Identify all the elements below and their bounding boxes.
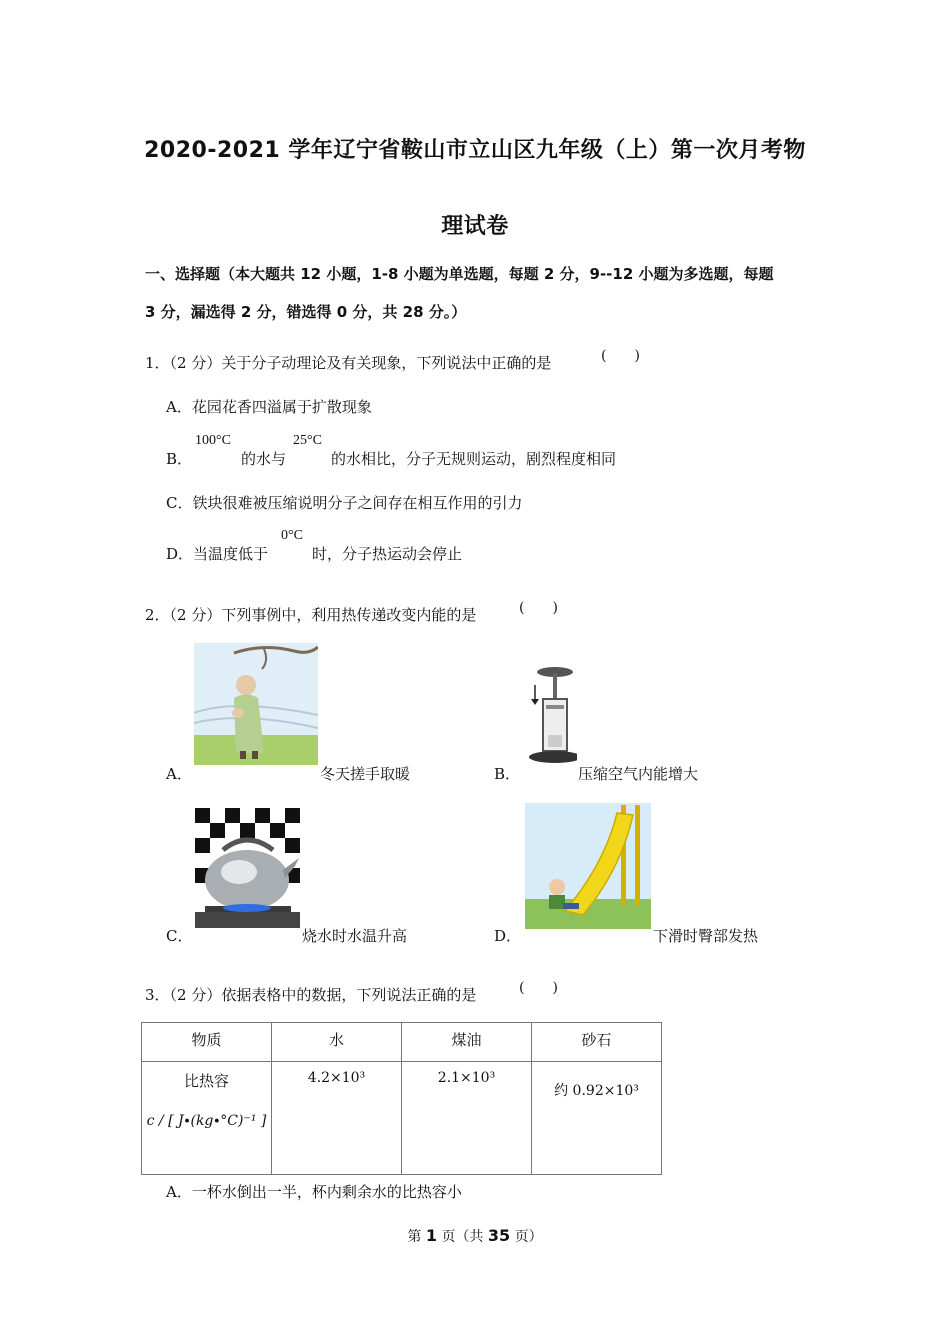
table-header-cell: 水 — [272, 1023, 402, 1062]
kettle-image — [195, 808, 300, 928]
q1-option-b-temp2: 25°C — [293, 433, 322, 448]
doc-title-line1: 2020-2021 学年辽宁省鞍山市立山区九年级（上）第一次月考物 — [144, 138, 806, 163]
table-header-cell: 物质 — [142, 1023, 272, 1062]
doc-title-line2: 理试卷 — [441, 214, 509, 239]
page-footer — [0, 1226, 950, 1246]
q3-option-a: A．一杯水倒出一半，杯内剩余水的比热容小 — [166, 1183, 462, 1201]
q2-answer-paren: ( ) — [519, 600, 558, 616]
section-heading-line1: 一、选择题（本大题共 12 小题，1-8 小题为单选题，每题 2 分，9--12 小题为多选题，每题 — [145, 265, 774, 283]
q1-option-d-label: D．当温度低于 — [166, 545, 269, 563]
table-cell — [532, 1062, 662, 1175]
table-cell — [402, 1062, 532, 1175]
table-row — [142, 1062, 662, 1175]
row-label-cell — [142, 1062, 272, 1175]
q2-option-d-text: 下滑时臀部发热 — [653, 927, 759, 945]
q2-option-b-label: B． — [494, 765, 521, 783]
q1-stem: 1．（2 分）关于分子动理论及有关现象，下列说法中正确的是 — [145, 354, 552, 372]
q1-option-c: C．铁块很难被压缩说明分子之间存在相互作用的引力 — [166, 494, 523, 512]
footer-page-number: 1 — [425, 1226, 437, 1245]
footer-post: 页） — [514, 1229, 543, 1245]
table-header-cell: 砂石 — [532, 1023, 662, 1062]
q3-stem: 3．（2 分）依据表格中的数据，下列说法正确的是 — [145, 986, 477, 1004]
specific-heat-table — [141, 1022, 662, 1175]
q1-option-d-temp: 0°C — [281, 528, 303, 543]
q2-option-d-label: D． — [494, 927, 522, 945]
q2-option-a-text: 冬天搓手取暖 — [320, 765, 411, 783]
row-unit: c / [ J∙(kg∙°C)⁻¹ ] — [146, 1113, 267, 1129]
footer-total-pages: 35 — [487, 1226, 511, 1245]
q1-option-a: A．花园花香四溢属于扩散现象 — [166, 398, 372, 416]
q1-answer-paren: ( ) — [601, 348, 640, 364]
row-label: 比热容 — [183, 1072, 229, 1090]
q3-answer-paren: ( ) — [519, 980, 558, 996]
table-cell — [272, 1062, 402, 1175]
q2-stem: 2．（2 分）下列事例中，利用热传递改变内能的是 — [145, 606, 477, 624]
q1-option-b-tail: 的水相比，分子无规则运动，剧烈程度相同 — [331, 450, 617, 468]
table-header-cell: 煤油 — [402, 1023, 532, 1062]
air-compressor-image — [521, 665, 577, 765]
q2-option-b-text: 压缩空气内能增大 — [578, 765, 699, 783]
q2-option-c-label: C． — [166, 927, 193, 945]
q1-option-b-label: B． — [166, 450, 193, 468]
q1-option-b-mid: 的水与 — [241, 450, 287, 468]
q2-option-a-label: A． — [166, 765, 192, 783]
q1-option-d-tail: 时，分子热运动会停止 — [312, 545, 463, 563]
rubbing-hands-image — [194, 643, 318, 765]
footer-mid: 页（共 — [441, 1229, 484, 1245]
section-heading-line2: 3 分，漏选得 2 分，错选得 0 分，共 28 分。） — [145, 303, 467, 321]
q2-option-c-text: 烧水时水温升高 — [302, 927, 408, 945]
water-value: 4.2×10³ — [307, 1070, 366, 1086]
table-header-row — [142, 1023, 662, 1062]
q1-option-b-temp1: 100°C — [195, 433, 231, 448]
kerosene-value: 2.1×10³ — [437, 1070, 496, 1086]
sand-value: 约 0.92×10³ — [554, 1083, 639, 1099]
slide-image — [525, 803, 651, 929]
footer-pre: 第 — [407, 1229, 422, 1245]
